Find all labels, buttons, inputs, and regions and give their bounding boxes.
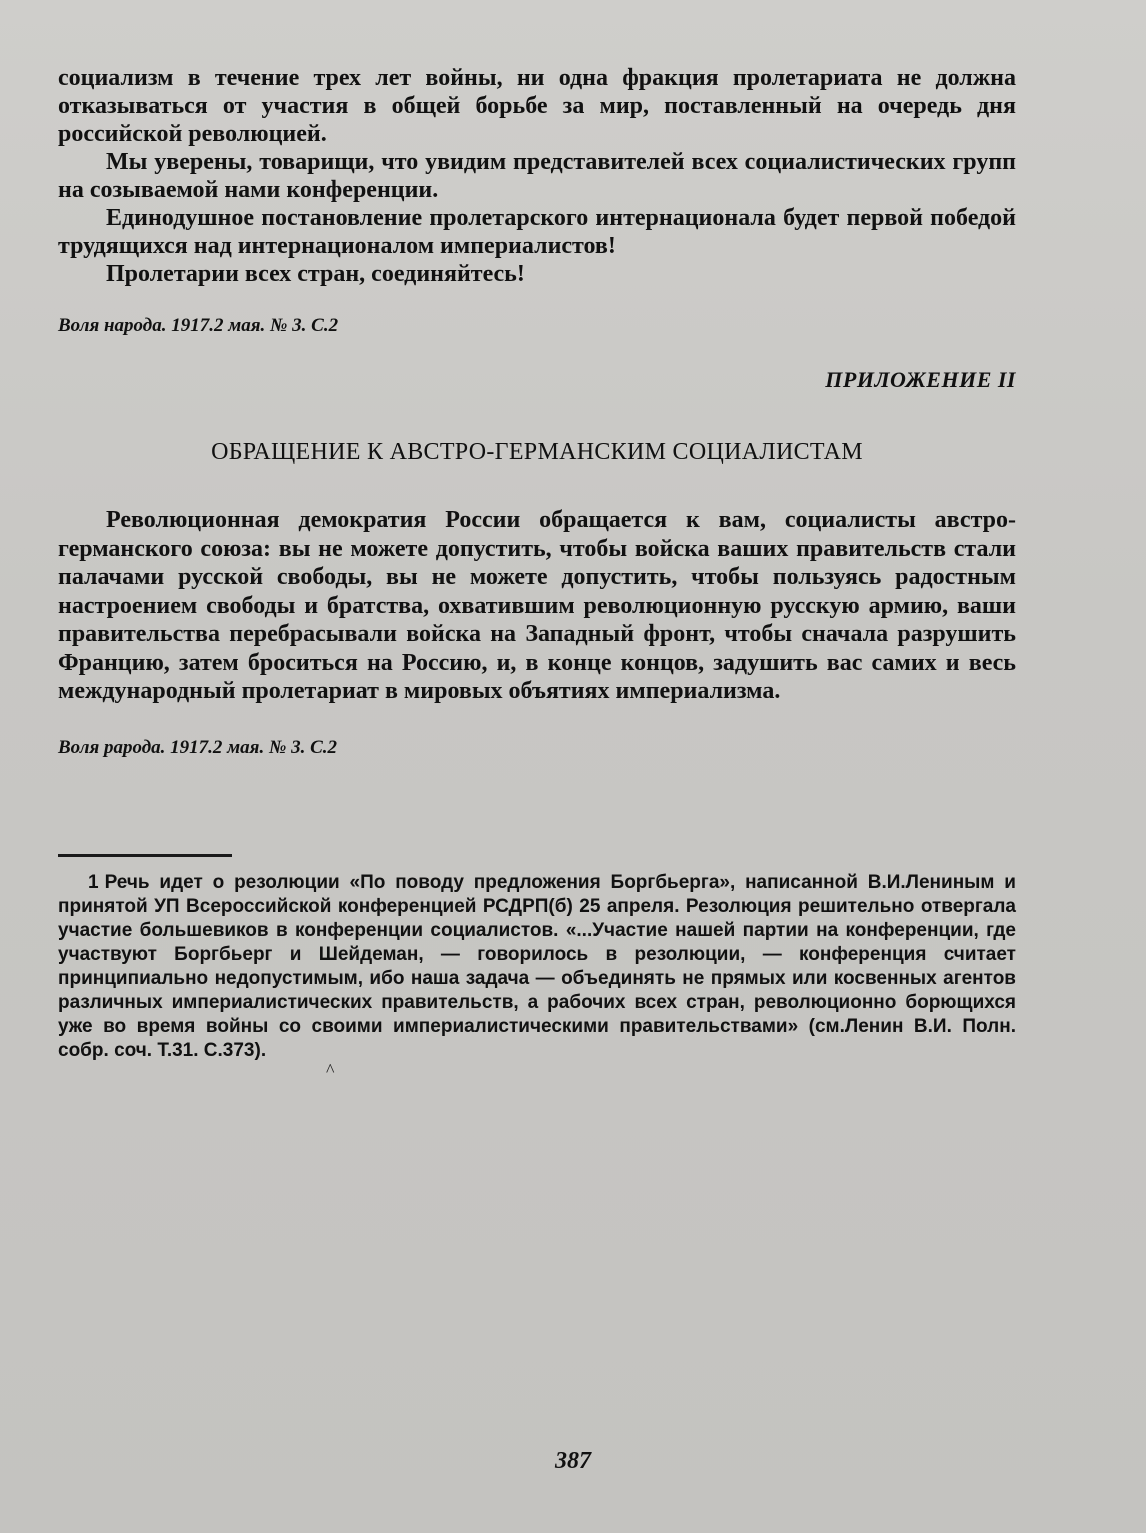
appendix-source-citation: Воля рарода. 1917.2 мая. № 3. С.2	[58, 736, 338, 758]
appendix-title: ОБРАЩЕНИЕ К АВСТРО-ГЕРМАНСКИМ СОЦИАЛИСТАМ	[211, 439, 863, 465]
continuation-paragraph: социализм в течение трех лет войны, ни одна фракция пролетариата не должна отказываться от участия в общей борьбе за мир, поставленный на очередь дня российской революцией.	[58, 65, 1016, 147]
closing-slogan: Пролетарии всех стран, соединяйтесь!	[106, 261, 525, 287]
page-number: 387	[555, 1448, 591, 1474]
footnote-text: Речь идет о резолюции «По поводу предложения Боргбьерга», написанной В.И.Лениным и принятой УП Всероссийской конференцией РСДРП(б) 25 апреля. Резолюция решительно отвергала участие большевиков в конференции социалистов. «...Участие нашей партии на конференции, где участвуют Боргбьерг и Шейдеман, — говорилось в резолюции, — конференция считает принципиально недопустимым, ибо наша задача — объединять не прямых или косвенных агентов различных империалистических правительств, а рабочих всех стран, революционно борющихся уже во время войны со своими империалистическими правительствами» (см.Ленин В.И. Полн. собр. соч. Т.31. С.373).	[58, 871, 1016, 1061]
footnote-marker: 1	[88, 871, 99, 893]
footnote-separator	[58, 854, 232, 857]
page-content	[58, 64, 1016, 1063]
continuation-paragraph: Мы уверены, товарищи, что увидим представителей всех социалистических групп на созываемой нами конференции.	[58, 149, 1016, 203]
footnote	[58, 871, 1016, 1063]
appendix-body: Революционная демократия России обращается к вам, социалисты австро-германского союза: вы не можете допустить, чтобы войска ваших правительств стали палачами русской свободы, вы не можете допустить, чтобы пользуясь радостным настроением свободы и братства, охватившим революционную русскую армию, ваши правительства перебрасывали войска на Западный фронт, чтобы сначала разрушить Францию, затем броситься на Россию, и, в конце концов, задушить вас самих и весь международный пролетариат в мировых объятиях империализма.	[58, 507, 1016, 704]
appendix-label: ПРИЛОЖЕНИЕ II	[825, 367, 1016, 392]
caret-mark: ^	[326, 1060, 335, 1080]
continuation-paragraph: Единодушное постановление пролетарского интернационала будет первой победой трудящихся над интернационалом империалистов!	[58, 205, 1016, 259]
source-citation: Воля народа. 1917.2 мая. № 3. С.2	[58, 315, 339, 336]
